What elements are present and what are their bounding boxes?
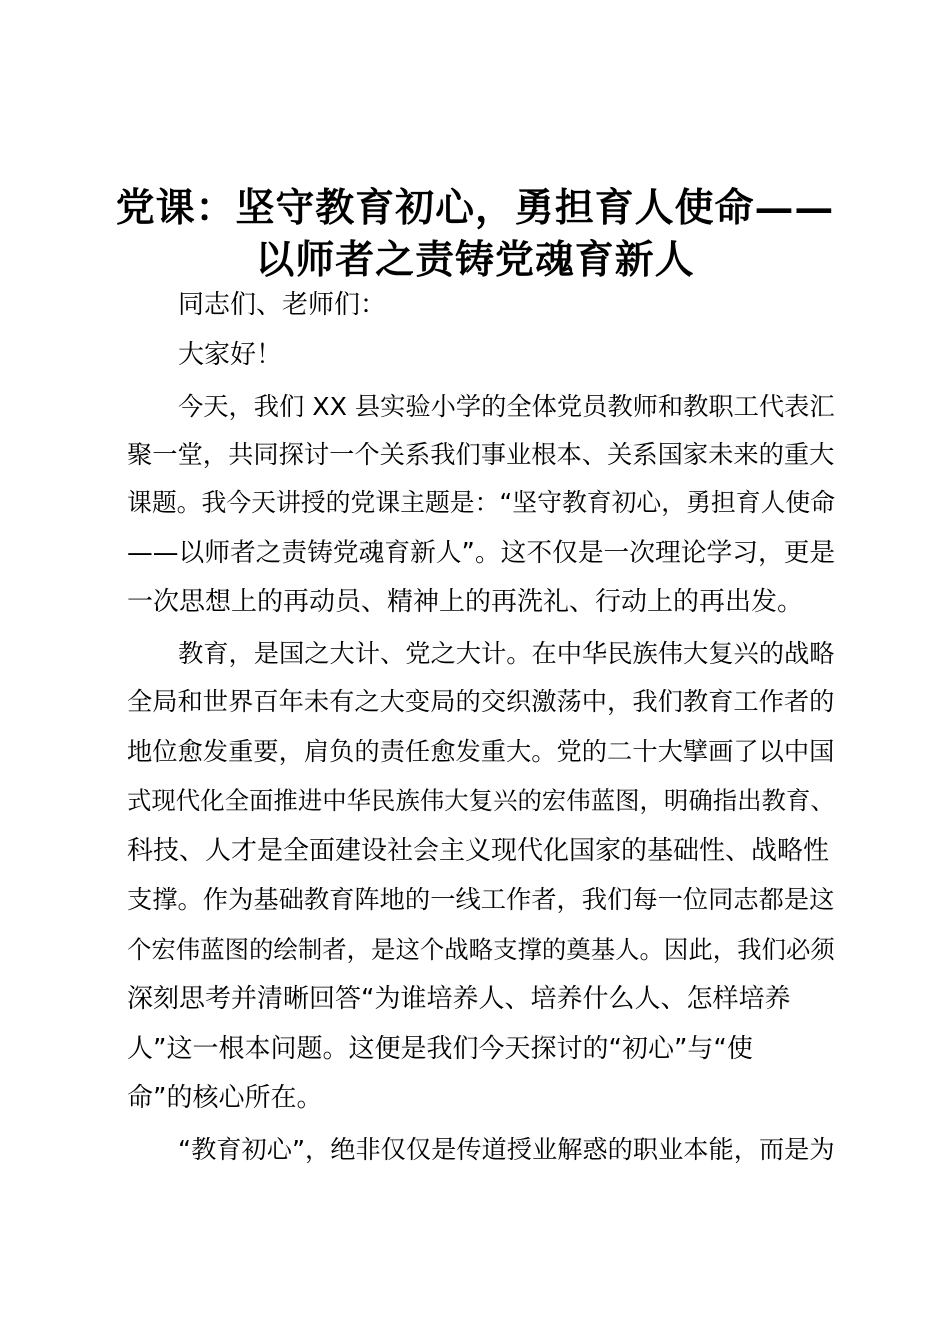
paragraph-line: 地位愈发重要，肩负的责任愈发重大。党的二十大擘画了以中国	[127, 737, 835, 766]
paragraph-line: 命”的核心所在。	[127, 1083, 323, 1113]
paragraph-line: ——以师者之责铸党魂育新人”。这不仅是一次理论学习，更是	[127, 538, 836, 568]
paragraph-line: 聚一堂，共同探讨一个关系我们事业根本、关系国家未来的重大	[127, 440, 835, 469]
salutation: 同志们、老师们：	[178, 290, 387, 320]
paragraph-line: 深刻思考并清晰回答“为谁培养人、培养什么人、怎样培养	[127, 984, 791, 1014]
paragraph-line: 课题。我今天讲授的党课主题是：“坚守教育初心，勇担育人使命	[127, 488, 836, 517]
paragraph-line: 个宏伟蓝图的绘制者，是这个战略支撑的奠基人。因此，我们必须	[127, 935, 835, 964]
greeting: 大家好！	[178, 340, 283, 370]
paragraph-line: 式现代化全面推进中华民族伟大复兴的宏伟蓝图，明确指出教育、	[127, 786, 835, 815]
paragraph-line: 教育，是国之大计、党之大计。在中华民族伟大复兴的战略	[178, 639, 835, 668]
paragraph-line: 一次思想上的再动员、精神上的再洗礼、行动上的再出发。	[127, 587, 804, 617]
paragraph-line: 全局和世界百年未有之大变局的交织激荡中，我们教育工作者的	[127, 687, 835, 716]
paragraph-line: 人”这一根本问题。这便是我们今天探讨的“初心”与“使	[127, 1034, 753, 1064]
paragraph-line: 科技、人才是全面建设社会主义现代化国家的基础性、战略性	[127, 836, 830, 866]
document-title-line-2: 以师者之责铸党魂育新人	[255, 237, 695, 283]
paragraph-line: “教育初心”，绝非仅仅是传道授业解惑的职业本能，而是为	[178, 1135, 835, 1164]
document-title-line-1: 党课：坚守教育初心，勇担育人使命——	[115, 185, 835, 231]
paragraph-line: 今天，我们 XX 县实验小学的全体党员教师和教职工代表汇	[178, 392, 835, 421]
paragraph-line: 支撑。作为基础教育阵地的一线工作者，我们每一位同志都是这	[127, 885, 835, 914]
